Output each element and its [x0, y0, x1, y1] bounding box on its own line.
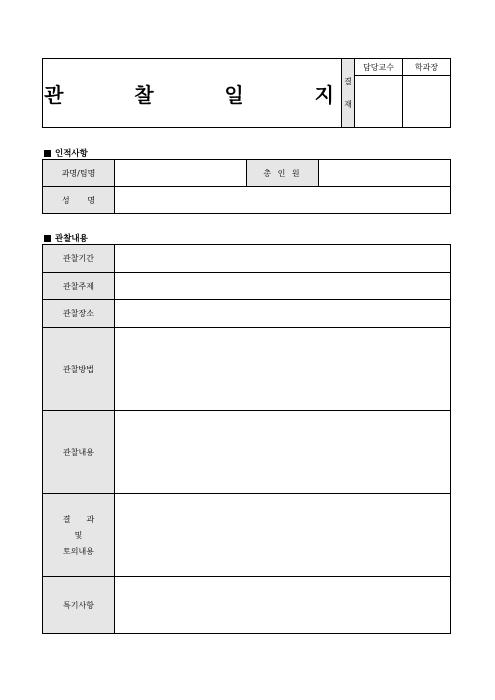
title-block [42, 58, 451, 128]
approval-label: 결 재 [342, 59, 355, 128]
headcount-label: 총 인 원 [247, 160, 319, 187]
method-field[interactable] [115, 328, 451, 411]
approver-head-label: 학과장 [403, 59, 451, 76]
approver-head-sign-cell[interactable] [403, 76, 451, 128]
period-label: 관찰기간 [43, 245, 115, 273]
result-field[interactable] [115, 494, 451, 577]
topic-label: 관찰주제 [43, 273, 115, 300]
name-field[interactable] [115, 187, 451, 214]
topic-field[interactable] [115, 273, 451, 300]
period-field[interactable] [115, 245, 451, 273]
approver-professor-sign-cell[interactable] [355, 76, 403, 128]
document-title: 관 찰 일 지 [43, 59, 342, 128]
observation-table [42, 244, 451, 634]
square-bullet-icon [44, 235, 51, 242]
method-label: 관찰방법 [43, 328, 115, 411]
place-field[interactable] [115, 300, 451, 328]
result-label: 결 과 및 토의내용 [43, 494, 115, 577]
place-label: 관찰장소 [43, 300, 115, 328]
personal-section-heading: 인적사항 [44, 147, 88, 159]
team-label: 과명/팀명 [43, 160, 115, 187]
observation-section-heading: 관찰내용 [44, 232, 88, 244]
content-label: 관찰내용 [43, 411, 115, 494]
name-label: 성 명 [43, 187, 115, 214]
notes-field[interactable] [115, 577, 451, 634]
approver-professor-label: 담당교수 [355, 59, 403, 76]
personal-info-table [42, 159, 451, 214]
headcount-field[interactable] [319, 160, 451, 187]
content-field[interactable] [115, 411, 451, 494]
square-bullet-icon [44, 150, 51, 157]
notes-label: 특기사항 [43, 577, 115, 634]
team-field[interactable] [115, 160, 247, 187]
